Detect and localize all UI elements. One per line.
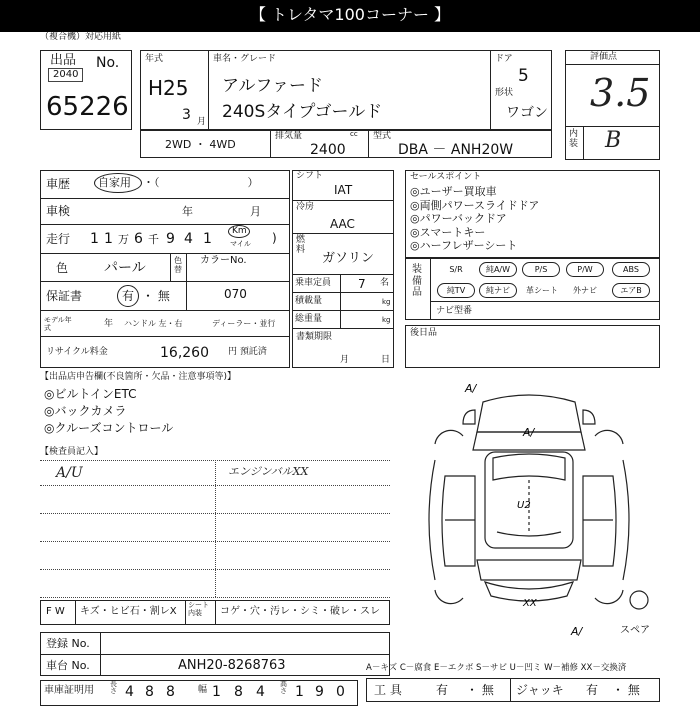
width-label: 幅 xyxy=(198,685,208,695)
seat-items: コゲ・穴・汚レ・シミ・破レ・スレ xyxy=(220,606,380,617)
month-unit: 月 xyxy=(197,117,207,127)
recycle-label: リサイクル料金 xyxy=(46,347,108,357)
inspection-month: 月 xyxy=(250,205,261,218)
chassis-value: ANH20-8268763 xyxy=(178,658,286,673)
equip-ext-navi: 外ナビ xyxy=(573,286,597,295)
equip-leather: 革シート xyxy=(526,286,558,295)
cert-label: 車庫証明用 xyxy=(44,685,94,696)
drive-value: 2WD ・ 4WD xyxy=(165,138,236,151)
ac-value: AAC xyxy=(330,217,355,231)
details-block xyxy=(40,170,290,368)
equip-ps: P/S xyxy=(522,262,560,277)
interior-label: 内装 xyxy=(569,129,579,149)
spare-label: スペア xyxy=(620,625,650,636)
handle-label: ハンドル 左・右 xyxy=(124,319,183,328)
option-item: ◎ビルトインETC xyxy=(44,387,137,401)
displacement-unit: cc xyxy=(350,130,358,138)
equip-tv: 純TV xyxy=(437,283,475,298)
inspection-label: 車検 xyxy=(46,204,71,218)
load-label: 積載量 xyxy=(295,296,323,306)
name-label: 車名・グレード xyxy=(213,54,277,64)
height-digit: 0 xyxy=(336,684,345,700)
inspector-note-1: A/U xyxy=(56,465,83,481)
width-digit: 8 xyxy=(234,684,243,700)
mileage-unit-man: 万 xyxy=(118,233,129,246)
capacity-unit: 名 xyxy=(380,278,390,288)
month-value: 3 xyxy=(182,107,191,123)
sales-point-item: ◎パワーバックドア xyxy=(410,212,507,225)
mileage-digit: 6 xyxy=(134,231,143,247)
model-year-label: モデル年式 xyxy=(44,316,72,333)
width-digit: 1 xyxy=(212,684,221,700)
year-label: 年式 xyxy=(145,54,164,64)
length-digit: 4 xyxy=(125,684,134,700)
type-value: DBA － ANH20W xyxy=(398,142,514,158)
fuel-label: 燃料 xyxy=(296,235,306,255)
fw-label: F W xyxy=(46,606,65,617)
registration-label: 登録 No. xyxy=(46,637,90,650)
year-value: H25 xyxy=(148,76,189,100)
chassis-label: 車台 No. xyxy=(46,659,90,672)
lot-number: 65226 xyxy=(46,92,129,122)
body-label: 形状 xyxy=(495,88,514,98)
history-value: 自家用 xyxy=(98,176,131,189)
body-value: ワゴン xyxy=(506,105,548,121)
length-digit: 8 xyxy=(145,684,154,700)
history-label: 車歴 xyxy=(46,177,71,191)
rear-items-block xyxy=(405,325,660,368)
navi-model-label: ナビ型番 xyxy=(436,306,473,316)
diagram-mark: U2 xyxy=(517,500,531,511)
sales-point-item: ◎スマートキー xyxy=(410,226,486,239)
option-item: ◎バックカメラ xyxy=(44,404,127,418)
color-no-label: カラーNo. xyxy=(200,255,247,266)
lot-no-label: No. xyxy=(96,55,120,71)
mileage-digit: 1 xyxy=(203,231,212,247)
warranty-label: 保証書 xyxy=(46,289,83,303)
dealer-label: ディーラー・並行 xyxy=(212,319,276,328)
diagram-mark: A/ xyxy=(465,382,477,395)
warranty-yes: 有 xyxy=(122,289,135,303)
load-unit: kg xyxy=(382,298,391,306)
header-title: 【 トレタマ100コーナー 】 xyxy=(249,5,451,24)
shift-value: IAT xyxy=(334,183,353,197)
option-item: ◎クルーズコントロール xyxy=(44,421,174,435)
diagram-mark: XX xyxy=(523,598,537,609)
mileage-digit: 1 xyxy=(90,231,99,247)
mileage-digit: 9 xyxy=(166,231,175,247)
mileage-digit: 4 xyxy=(184,231,193,247)
ac-label: 冷房 xyxy=(296,202,315,212)
height-digit: 1 xyxy=(295,684,304,700)
color-label: 色 xyxy=(56,261,69,275)
height-label: 高さ xyxy=(280,680,287,695)
lot-label: 出品 xyxy=(50,53,77,68)
recycle-value: 16,260 xyxy=(160,345,209,361)
km-label: Km xyxy=(232,226,247,236)
doc-label: 書類期限 xyxy=(296,332,333,342)
inspector-note-2: エンジンバルXX xyxy=(228,465,309,478)
displacement-label: 排気量 xyxy=(275,131,303,141)
gross-label: 総重量 xyxy=(295,314,323,324)
rear-items-label: 後日品 xyxy=(410,328,438,338)
sales-point-item: ◎両側パワースライドドア xyxy=(410,199,540,212)
diagram-mark: A/ xyxy=(571,625,583,638)
sales-point-item: ◎ハーフレザーシート xyxy=(410,239,518,252)
displacement-value: 2400 xyxy=(310,142,346,158)
lot-code: 2040 xyxy=(48,68,83,82)
recycle-unit: 円 預託済 xyxy=(228,347,267,357)
mile-label: マイル xyxy=(230,240,251,248)
history-rest: ・（ ） xyxy=(143,176,259,189)
equip-pw: P/W xyxy=(566,262,604,277)
equipment-label: 装備品 xyxy=(412,264,422,298)
mileage-label: 走行 xyxy=(46,232,71,246)
jack-label: ジャッキ xyxy=(516,683,564,697)
car-grade: 240Sタイプゴールド xyxy=(222,102,383,122)
car-name: アルファード xyxy=(222,76,323,96)
length-digit: 8 xyxy=(166,684,175,700)
score-label: 評価点 xyxy=(590,52,618,62)
jack-no: ・ 無 xyxy=(612,683,640,697)
equip-airbag: エアB xyxy=(612,283,650,298)
options-label: 【出品店申告欄(不良箇所・欠品・注意事項等)】 xyxy=(40,372,237,382)
form-subtitle: （複合機）対応用紙 xyxy=(40,32,122,42)
height-digit: 9 xyxy=(315,684,324,700)
score-value: 3.5 xyxy=(590,71,651,115)
length-label: 長さ xyxy=(110,680,117,695)
sales-point-item: ◎ユーザー買取車 xyxy=(410,185,497,198)
seat-label: シート内装 xyxy=(188,601,209,617)
inspector-label: 【検査員記入】 xyxy=(40,447,104,457)
equip-sr: S/R xyxy=(449,265,463,274)
type-label: 型式 xyxy=(373,131,392,141)
gross-unit: kg xyxy=(382,316,391,324)
warranty-no: ・ 無 xyxy=(142,289,170,303)
fuel-value: ガソリン xyxy=(322,251,375,266)
tools-yes: 有 xyxy=(436,683,449,697)
equip-abs: ABS xyxy=(612,262,650,277)
doc-month: 月 xyxy=(340,355,350,365)
tools-label: 工 具 xyxy=(374,683,402,697)
mileage-unit-sen: 千 xyxy=(148,233,159,246)
color-no-value: 070 xyxy=(224,287,247,301)
tools-no: ・ 無 xyxy=(466,683,494,697)
damage-legend: A－キズ C－腐食 E－エクボ S－サビ U－凹ミ W－補修 XX－交換済 xyxy=(366,663,627,673)
width-digit: 4 xyxy=(256,684,265,700)
jack-yes: 有 xyxy=(586,683,599,697)
capacity-value: 7 xyxy=(358,277,366,291)
doors-label: ドア xyxy=(495,54,513,64)
doc-day: 日 xyxy=(381,355,391,365)
equip-navi: 純ナビ xyxy=(479,283,517,298)
fw-items: キズ・ヒビ石・割レX xyxy=(80,606,177,617)
equip-aw: 純A/W xyxy=(479,262,517,277)
interior-value: B xyxy=(605,128,622,153)
capacity-label: 乗車定員 xyxy=(295,278,332,288)
mileage-digit: 1 xyxy=(104,231,113,247)
color-change-label: 色替 xyxy=(174,256,182,274)
sales-points-label: セールスポイント xyxy=(410,172,482,182)
shift-label: シフト xyxy=(296,171,324,181)
diagram-mark: A/ xyxy=(523,426,535,439)
model-year-unit: 年 xyxy=(104,319,114,329)
doors-value: 5 xyxy=(518,66,529,86)
inspection-year: 年 xyxy=(182,205,193,218)
color-value: パール xyxy=(104,260,146,276)
